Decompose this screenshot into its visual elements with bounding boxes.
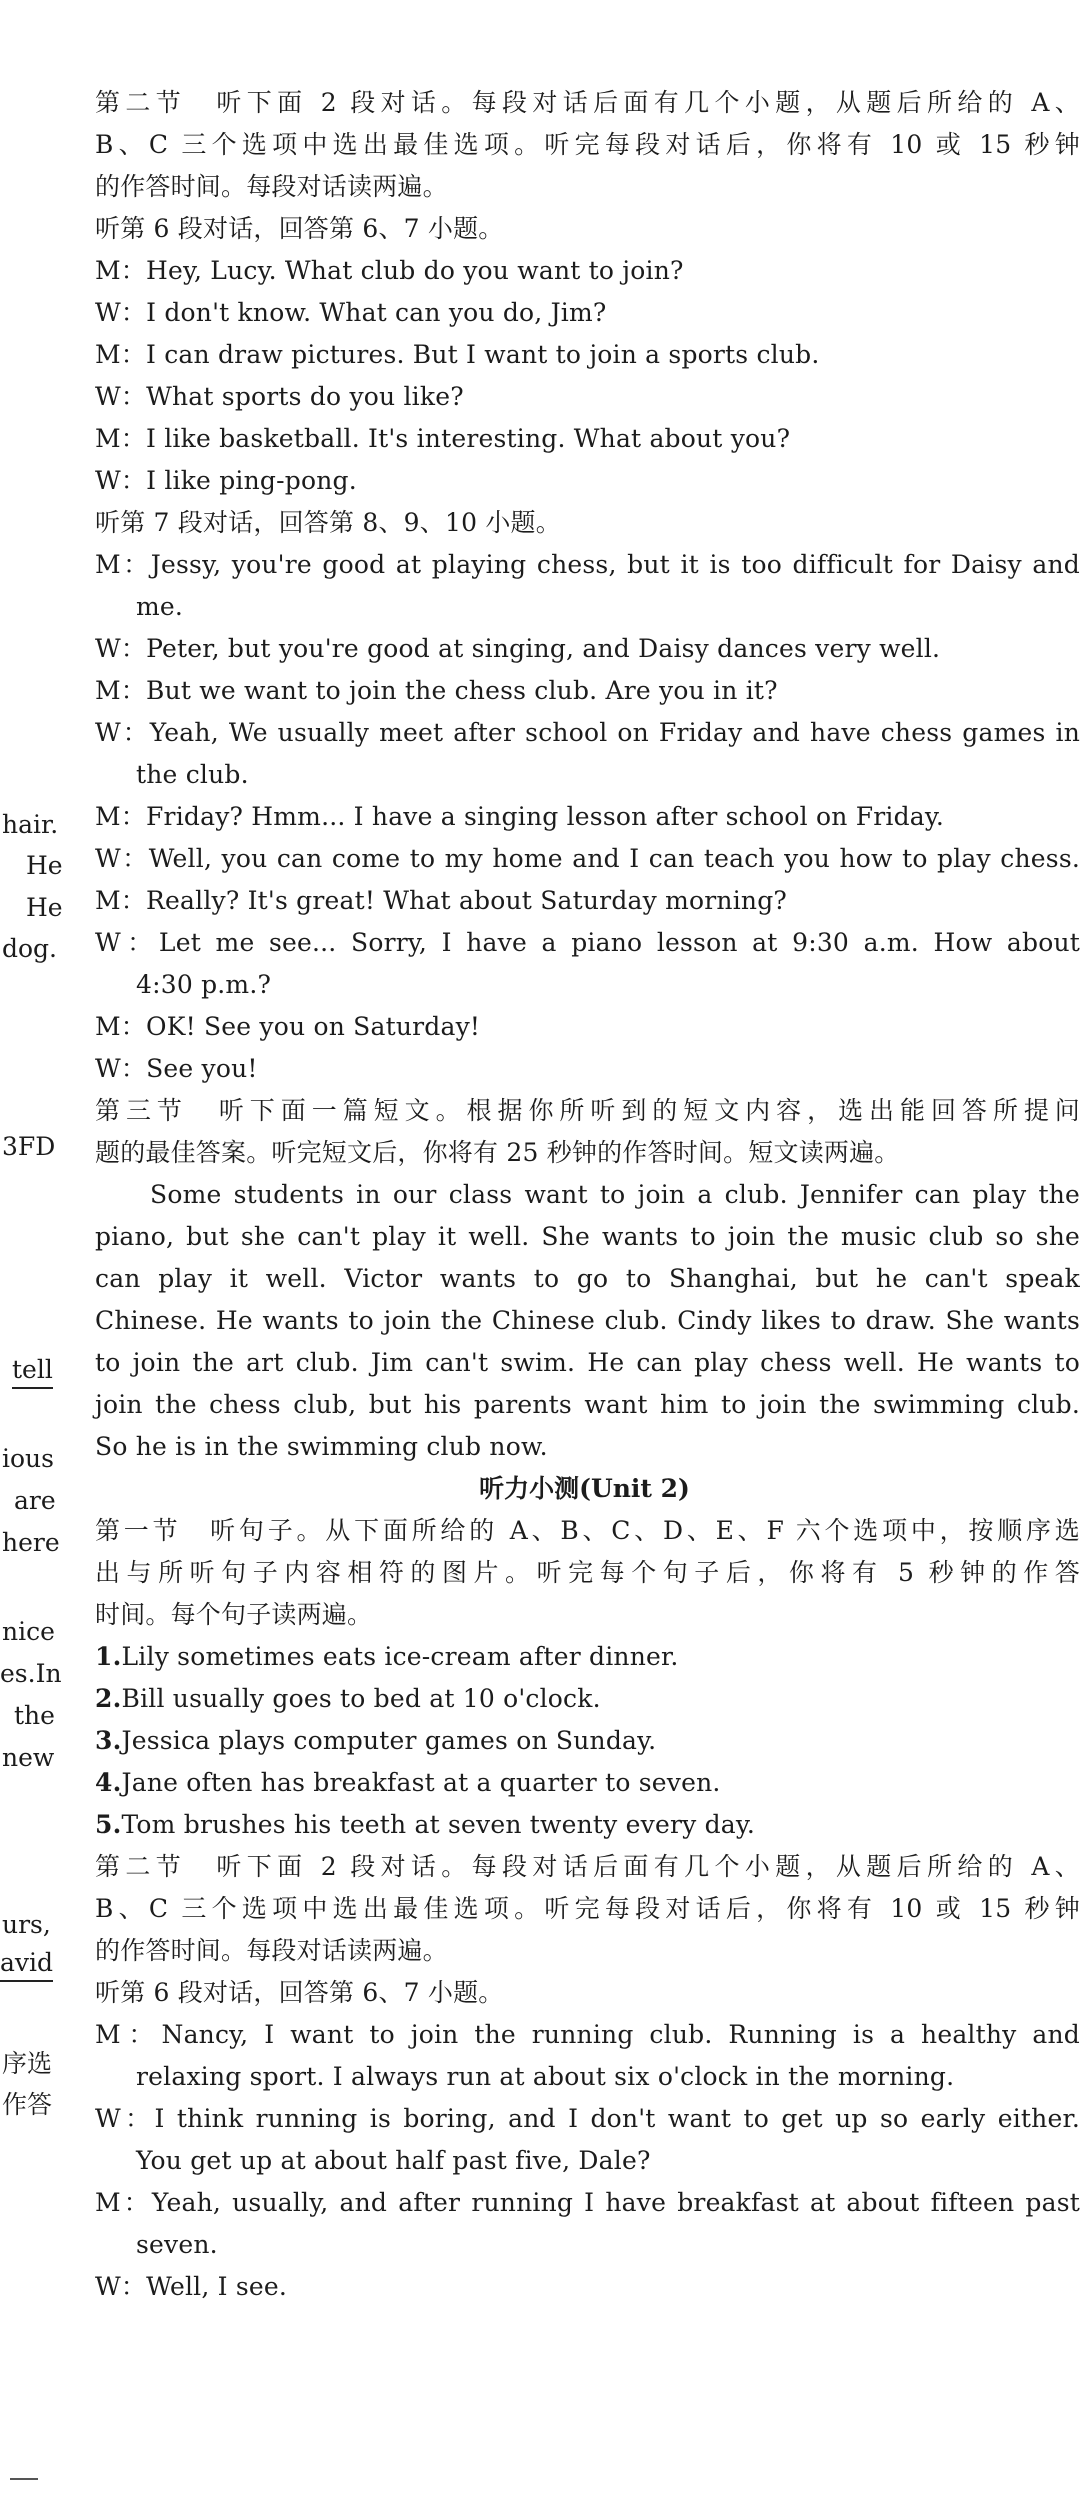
dialogue-heading: 听第 7 段对话，回答第 8、9、10 小题。 xyxy=(95,508,561,537)
section-instruction: 第三节 听下面一篇短文。根据你所听到的短文内容，选出能回答所提问 xyxy=(95,1096,1080,1125)
margin-fragment: 序选 xyxy=(2,2049,53,2078)
section-instruction: B、C 三个选项中选出最佳选项。听完每段对话后，你将有 10 或 15 秒钟 xyxy=(95,130,1080,159)
item-text: Lily sometimes eats ice-cream after dinner. xyxy=(121,1642,679,1671)
passage-line: can play it well. Victor wants to go to Shanghai, but he can't speak xyxy=(95,1264,1080,1293)
dialogue-line: W：Let me see... Sorry, I have a piano lesson at 9:30 a.m. How about xyxy=(95,928,1080,957)
margin-fragment: new xyxy=(2,1743,55,1772)
dialogue-line: W：I think running is boring, and I don't want to get up so early either. xyxy=(95,2104,1080,2133)
dialogue-line-continued: seven. xyxy=(136,2230,218,2259)
passage-line: Some students in our class want to join a club. Jennifer can play the xyxy=(150,1180,1080,1209)
section-instruction: 的作答时间。每段对话读两遍。 xyxy=(95,172,448,201)
dialogue-line: M：Really? It's great! What about Saturday morning? xyxy=(95,886,788,915)
sentence-item xyxy=(95,1680,1080,1718)
unit-title: 听力小测(Unit 2) xyxy=(479,1474,690,1503)
section-instruction: 时间。每个句子读两遍。 xyxy=(95,1600,373,1629)
section-instruction: 题的最佳答案。听完短文后，你将有 25 秒钟的作答时间。短文读两遍。 xyxy=(95,1138,900,1167)
margin-fragment: hair. xyxy=(2,810,59,839)
dialogue-line-continued: relaxing sport. I always run at about six o'clock in the morning. xyxy=(136,2062,955,2091)
item-text: Bill usually goes to bed at 10 o'clock. xyxy=(121,1684,601,1713)
dialogue-line: W：I like ping-pong. xyxy=(95,466,357,495)
dialogue-line: W：Well, you can come to my home and I can teach you how to play chess. xyxy=(95,844,1080,873)
margin-fragment: urs, xyxy=(2,1910,51,1939)
dialogue-line: M：OK! See you on Saturday! xyxy=(95,1012,481,1041)
margin-fragment: ious xyxy=(2,1444,54,1473)
margin-fragment: He xyxy=(26,851,63,880)
section-instruction: 第二节 听下面 2 段对话。每段对话后面有几个小题，从题后所给的 A、 xyxy=(95,1852,1080,1881)
dialogue-line: M：Nancy, I want to join the running club. Running is a healthy and xyxy=(95,2020,1080,2049)
margin-fragment: es.In xyxy=(0,1659,62,1688)
dialogue-heading: 听第 6 段对话，回答第 6、7 小题。 xyxy=(95,214,504,243)
margin-rule xyxy=(10,2478,38,2480)
item-number: 4. xyxy=(95,1768,122,1797)
dialogue-line: W：I don't know. What can you do, Jim? xyxy=(95,298,607,327)
dialogue-line: W：Yeah, We usually meet after school on Friday and have chess games in xyxy=(95,718,1080,747)
margin-fragment: dog. xyxy=(2,934,58,963)
dialogue-line: M：Yeah, usually, and after running I have breakfast at about fifteen past xyxy=(95,2188,1080,2217)
item-text: Tom brushes his teeth at seven twenty every day. xyxy=(121,1810,756,1839)
section-instruction: 第一节 听句子。从下面所给的 A、B、C、D、E、F 六个选项中，按顺序选 xyxy=(95,1516,1080,1545)
section-instruction: B、C 三个选项中选出最佳选项。听完每段对话后，你将有 10 或 15 秒钟 xyxy=(95,1894,1080,1923)
item-number: 2. xyxy=(95,1684,122,1713)
passage-line: piano, but she can't play it well. She wants to join the music club so she xyxy=(95,1222,1080,1251)
item-number: 3. xyxy=(95,1726,122,1755)
dialogue-line: M：Jessy, you're good at playing chess, but it is too difficult for Daisy and xyxy=(95,550,1080,579)
dialogue-line: W：See you! xyxy=(95,1054,258,1083)
passage-line: So he is in the swimming club now. xyxy=(95,1432,548,1461)
item-number: 1. xyxy=(95,1642,122,1671)
margin-fragment: here xyxy=(2,1528,60,1557)
dialogue-line: M：I like basketball. It's interesting. What about you? xyxy=(95,424,791,453)
item-text: Jane often has breakfast at a quarter to seven. xyxy=(121,1768,721,1797)
dialogue-line-continued: me. xyxy=(136,592,184,621)
passage-line: Chinese. He wants to join the Chinese club. Cindy likes to draw. She wants xyxy=(95,1306,1080,1335)
margin-fragment: the xyxy=(14,1701,55,1730)
dialogue-heading: 听第 6 段对话，回答第 6、7 小题。 xyxy=(95,1978,504,2007)
sentence-item xyxy=(95,1806,1080,1844)
dialogue-line: W：What sports do you like? xyxy=(95,382,464,411)
margin-fragment: 3FD xyxy=(2,1132,56,1161)
sentence-item xyxy=(95,1638,1080,1676)
dialogue-line: M：I can draw pictures. But I want to join a sports club. xyxy=(95,340,820,369)
item-number: 5. xyxy=(95,1810,122,1839)
sentence-item xyxy=(95,1722,1080,1760)
section-instruction: 的作答时间。每段对话读两遍。 xyxy=(95,1936,448,1965)
dialogue-line-continued: 4:30 p.m.? xyxy=(136,970,272,999)
dialogue-line: M：Hey, Lucy. What club do you want to join? xyxy=(95,256,684,285)
margin-fragment: He xyxy=(26,893,63,922)
margin-fragment: nice xyxy=(2,1617,55,1646)
margin-fragment: tell xyxy=(12,1353,53,1389)
margin-fragment: are xyxy=(14,1486,56,1515)
margin-fragment: 作答 xyxy=(2,2090,53,2119)
passage-line: join the chess club, but his parents want him to join the swimming club. xyxy=(95,1390,1080,1419)
dialogue-line: M：Friday? Hmm... I have a singing lesson after school on Friday. xyxy=(95,802,945,831)
item-text: Jessica plays computer games on Sunday. xyxy=(121,1726,657,1755)
passage-line: to join the art club. Jim can't swim. He can play chess well. He wants to xyxy=(95,1348,1080,1377)
section-instruction: 第二节 听下面 2 段对话。每段对话后面有几个小题，从题后所给的 A、 xyxy=(95,88,1080,117)
dialogue-line-continued: You get up at about half past five, Dale? xyxy=(136,2146,651,2175)
dialogue-line: M：But we want to join the chess club. Are you in it? xyxy=(95,676,778,705)
margin-fragment: avid xyxy=(0,1946,53,1982)
dialogue-line-continued: the club. xyxy=(136,760,249,789)
sentence-item xyxy=(95,1764,1080,1802)
section-instruction: 出与所听句子内容相符的图片。听完每个句子后，你将有 5 秒钟的作答 xyxy=(95,1558,1080,1587)
dialogue-line: W：Peter, but you're good at singing, and Daisy dances very well. xyxy=(95,634,941,663)
dialogue-line: W：Well, I see. xyxy=(95,2272,288,2301)
